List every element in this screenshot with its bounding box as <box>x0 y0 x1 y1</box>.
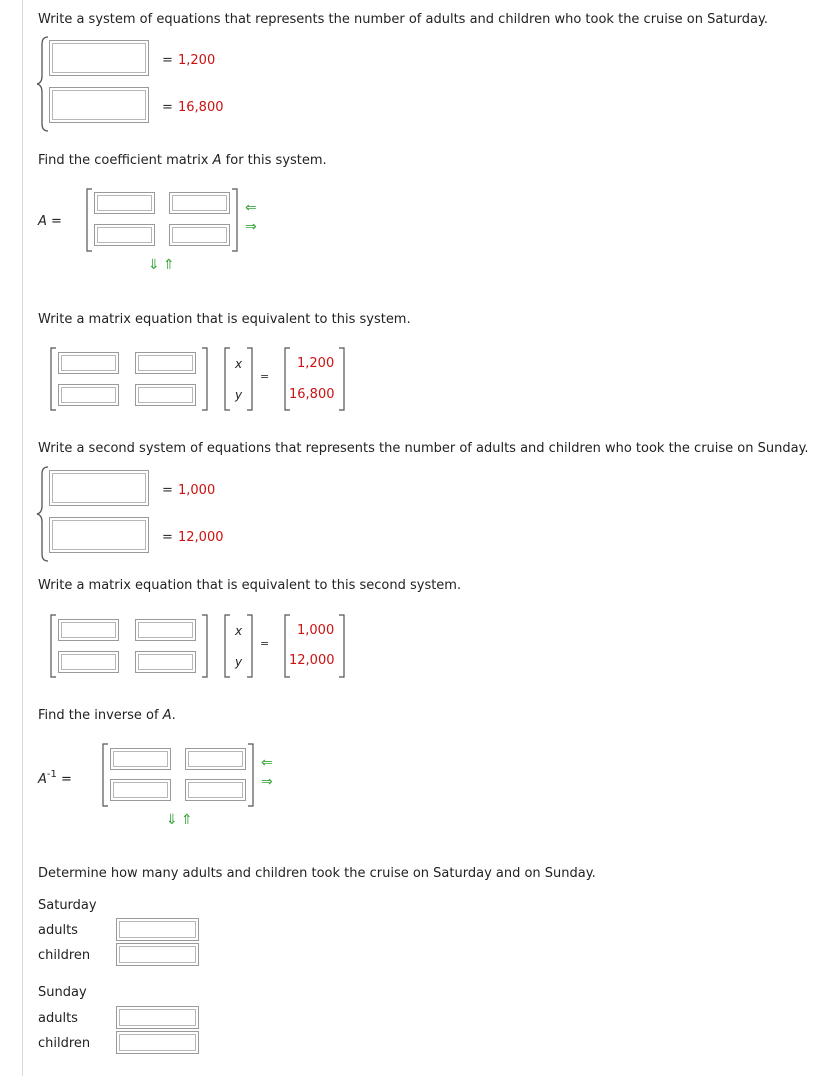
constant-1: 1,000 <box>297 623 335 638</box>
equals-sign: = <box>162 483 173 498</box>
matrix-eq1-cell-2-1[interactable] <box>58 384 119 406</box>
matrix-a-inverse-cell-1-2[interactable] <box>185 748 246 770</box>
q2-prompt-text: Find the coefficient matrix <box>38 153 213 168</box>
matrix-a-inverse-cell-1-1[interactable] <box>110 748 171 770</box>
matrix-a-var: A <box>38 214 47 229</box>
matrix-a-cell-1-1[interactable] <box>94 192 155 214</box>
green-down-arrow-icon[interactable]: ⇓ <box>148 257 160 273</box>
green-up-arrow-icon[interactable]: ⇑ <box>181 812 193 828</box>
q4-prompt: Write a second system of equations that represents the number of adults and children who took the cruise on Sunday. <box>38 441 809 456</box>
matrix-eq1-cell-2-2[interactable] <box>135 384 196 406</box>
matrix-eq2-cell-2-1[interactable] <box>58 651 119 673</box>
left-border-line <box>22 0 23 1076</box>
matrix-a-cell-2-1[interactable] <box>94 224 155 246</box>
equals-sign: = <box>260 370 270 383</box>
q6-prompt-text-end: . <box>171 708 176 723</box>
q6-prompt-text: Find the inverse of <box>38 708 163 723</box>
var-x: x <box>235 624 243 638</box>
matrix-a-label <box>38 214 62 229</box>
inverse-superscript: -1 <box>46 769 57 780</box>
sunday-children-label: children <box>38 1036 91 1051</box>
green-left-arrow-icon[interactable]: ⇐ <box>245 200 257 216</box>
green-right-arrow-icon[interactable]: ⇒ <box>261 774 273 790</box>
equation-1-input[interactable] <box>49 40 149 76</box>
matrix-eq2-cell-1-1[interactable] <box>58 619 119 641</box>
q1-prompt: Write a system of equations that represents the number of adults and children who took the cruise on Saturday. <box>38 12 768 27</box>
sunday-adults-input[interactable] <box>116 1006 199 1029</box>
equals-sign: = <box>162 530 173 545</box>
matrix-eq1-cell-1-2[interactable] <box>135 352 196 374</box>
equals-sign: = <box>162 100 173 115</box>
saturday-adults-label: adults <box>38 923 78 938</box>
var-x: x <box>235 357 243 371</box>
q2-prompt-text-end: for this system. <box>221 153 327 168</box>
saturday-children-input[interactable] <box>116 943 199 966</box>
constant-2: 16,800 <box>289 387 335 402</box>
constant-1: 1,200 <box>297 356 335 371</box>
matrix-a-inverse-var: A <box>38 772 47 787</box>
var-y: y <box>235 388 243 402</box>
equation-2-rhs: 16,800 <box>178 100 224 115</box>
green-right-arrow-icon[interactable]: ⇒ <box>245 219 257 235</box>
matrix-a-inverse-label <box>38 769 72 787</box>
green-up-arrow-icon[interactable]: ⇑ <box>163 257 175 273</box>
q2-prompt <box>38 153 327 168</box>
sunday-children-input[interactable] <box>116 1031 199 1054</box>
matrix-a-cell-1-2[interactable] <box>169 192 230 214</box>
q3-prompt: Write a matrix equation that is equivalent to this system. <box>38 312 411 327</box>
sunday-equation-2-input[interactable] <box>49 517 149 553</box>
matrix-a-cell-2-2[interactable] <box>169 224 230 246</box>
equation-2-input[interactable] <box>49 87 149 123</box>
green-left-arrow-icon[interactable]: ⇐ <box>261 755 273 771</box>
matrix-eq2-cell-2-2[interactable] <box>135 651 196 673</box>
q6-prompt-var: A <box>162 708 172 723</box>
green-down-arrow-icon[interactable]: ⇓ <box>166 812 178 828</box>
q5-prompt: Write a matrix equation that is equivalent to this second system. <box>38 578 462 593</box>
system-brace-2 <box>36 466 50 562</box>
matrix-eq2-cell-1-2[interactable] <box>135 619 196 641</box>
system-brace-1 <box>36 36 50 132</box>
saturday-children-label: children <box>38 948 91 963</box>
sunday-adults-label: adults <box>38 1011 78 1026</box>
equals-sign: = <box>61 772 72 787</box>
saturday-heading: Saturday <box>38 898 97 913</box>
sunday-heading: Sunday <box>38 985 87 1000</box>
q6-prompt <box>38 708 176 723</box>
equals-sign: = <box>51 214 62 229</box>
q2-prompt-var: A <box>212 153 222 168</box>
saturday-adults-input[interactable] <box>116 918 199 941</box>
constant-2: 12,000 <box>289 653 335 668</box>
sunday-equation-1-rhs: 1,000 <box>178 483 216 498</box>
equals-sign: = <box>162 53 173 68</box>
sunday-equation-2-rhs: 12,000 <box>178 530 224 545</box>
equals-sign: = <box>260 637 270 650</box>
q7-prompt: Determine how many adults and children took the cruise on Saturday and on Sunday. <box>38 866 596 881</box>
matrix-a-inverse-cell-2-1[interactable] <box>110 779 171 801</box>
matrix-eq1-cell-1-1[interactable] <box>58 352 119 374</box>
matrix-a-inverse-cell-2-2[interactable] <box>185 779 246 801</box>
var-y: y <box>235 655 243 669</box>
equation-1-rhs: 1,200 <box>178 53 216 68</box>
sunday-equation-1-input[interactable] <box>49 470 149 506</box>
